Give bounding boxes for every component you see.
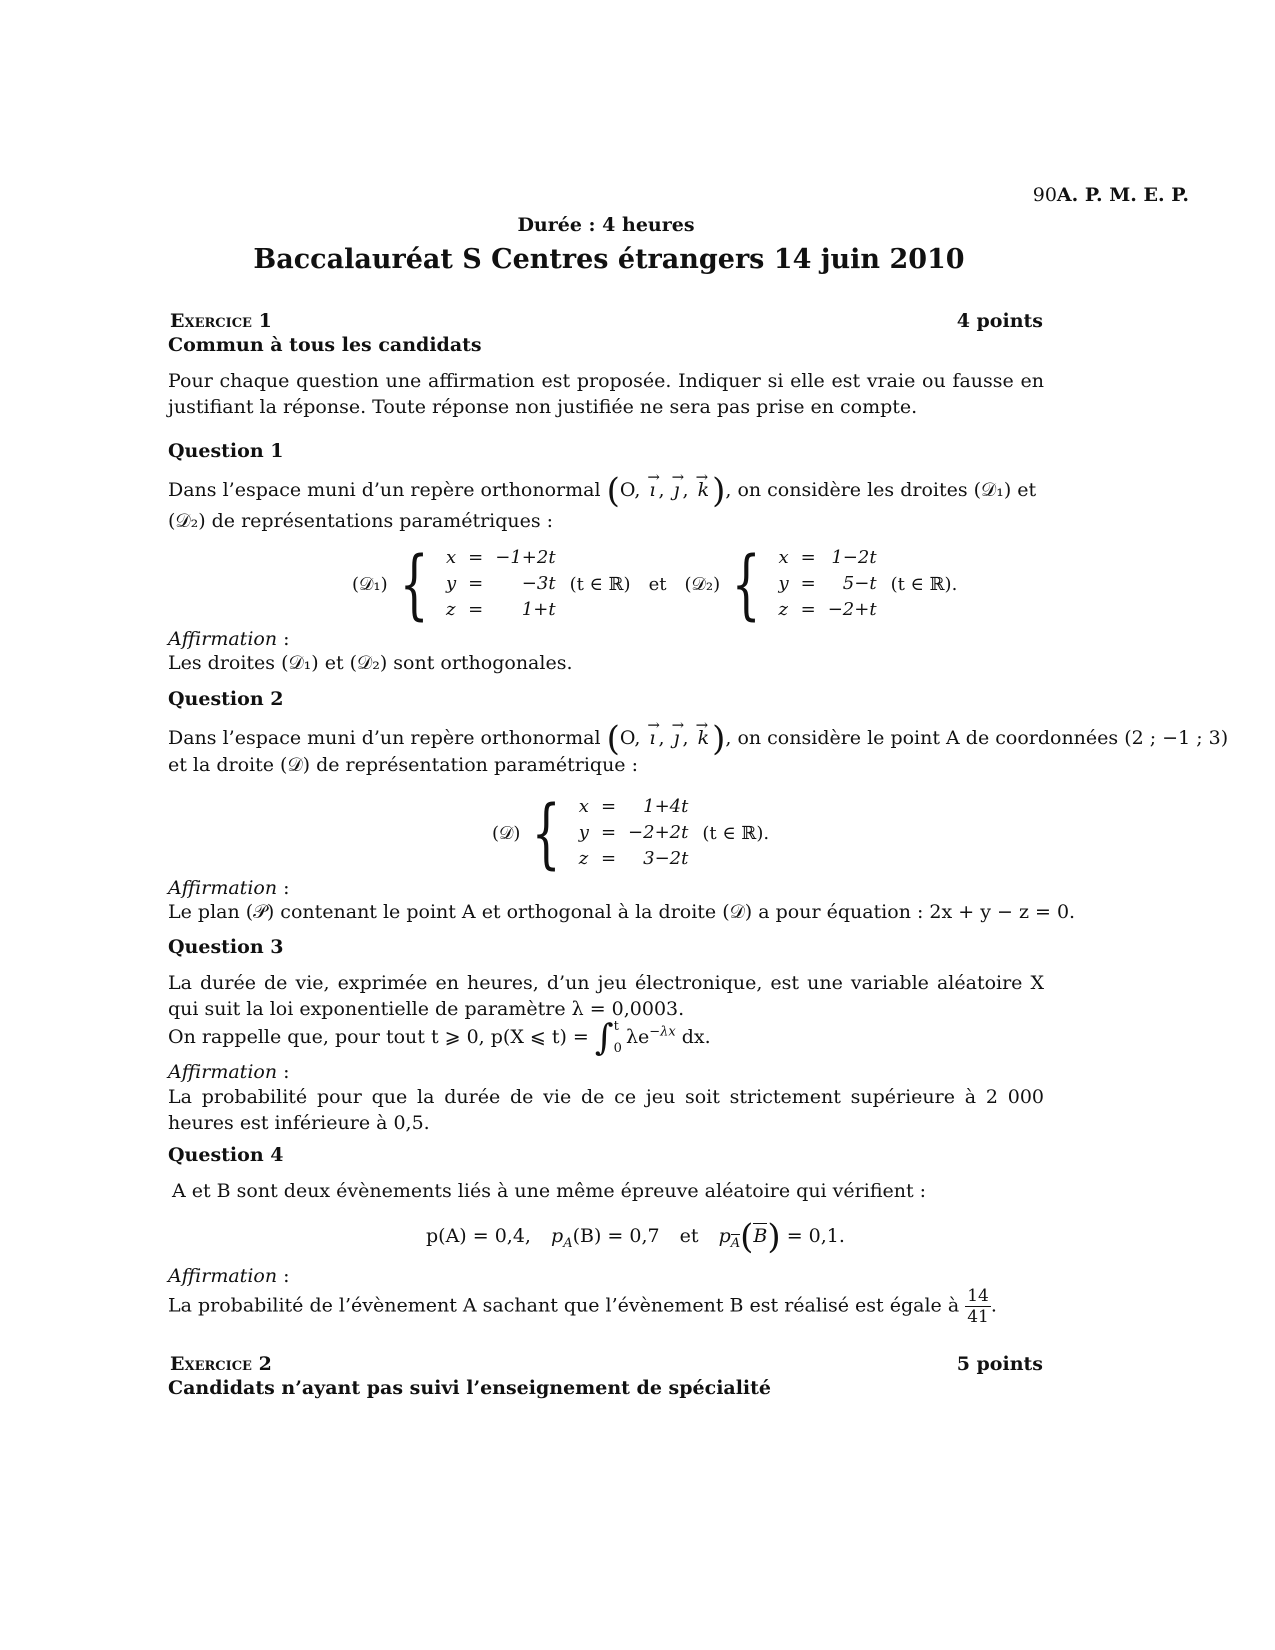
question4-formula: p(A) = 0,4, $p_A(B) = 0,7$ et $p_A(B) = 0,1$. — [426, 1217, 845, 1257]
system-d1: (𝒟₁) { x = −1+2t y = −3t z = 1+t (t ∈ ℝ) et (𝒟₂) { x = 1−2t y = 5−t z = −2+t (t ∈ ℝ). — [352, 539, 958, 628]
exam-title: Baccalauréat S Centres étrangers 14 juin 2010 — [253, 244, 965, 275]
exercise2-audience: Candidats n’ayant pas suivi l’enseignement de spécialité — [168, 1377, 772, 1399]
question2-text: Dans l’espace muni d’un repère orthonormal (O, → ı , → ȷ , → k), on considère le point A de coordonnées (2 ; −1 ; 3) — [168, 722, 1068, 756]
system-d2-label: (𝒟₂) — [684, 573, 721, 595]
system-d: (𝒟) { x = 1+4t y = −2+2t z = 3−2t (t ∈ ℝ). — [492, 788, 770, 877]
question4-text: A et B sont deux évènements liés à une même épreuve aléatoire qui vérifient : — [172, 1180, 927, 1202]
exercise1-points: 4 points — [956, 310, 1043, 332]
question3-recall: On rappelle que, pour tout t ⩾ 0, p(X ⩽ t) = ∫ t 0 $\lambda e^{-\lambda x}$ dx. — [168, 1017, 711, 1059]
question3-title: Question 3 — [168, 936, 284, 958]
page-number: 90 — [1032, 184, 1057, 206]
question1-affirmation: Les droites (𝒟₁) et (𝒟₂) sont orthogonales. — [168, 652, 573, 674]
question1-affirmation-label: Affirmation : — [168, 628, 290, 650]
question4-affirmation-label: Affirmation : — [168, 1265, 290, 1287]
question3-text: La durée de vie, exprimée en heures, d’un jeu électronique, est une variable aléatoire X qui suit la loi exponentielle de paramètre λ = 0,0003. — [168, 972, 1044, 1020]
exercise2-points: 5 points — [956, 1353, 1043, 1375]
exercise2-label: Exercice 2 — [170, 1353, 272, 1375]
exercise1-audience: Commun à tous les candidats — [168, 334, 482, 356]
question1-text: Dans l’espace muni d’un repère orthonormal (O, → ı , → ȷ , → k), on considère les droites (𝒟₁) et (𝒟₂) de représentations paramétriques : — [168, 474, 1048, 534]
question2-title: Question 2 — [168, 688, 284, 710]
org-name: A. P. M. E. P. — [1056, 184, 1189, 206]
question4-affirmation: La probabilité de l’évènement A sachant que l’évènement B est réalisé est égale à $\frac{14}{41}$ . — [168, 1286, 997, 1327]
integral-sign: ∫ — [594, 1017, 614, 1059]
question1-title: Question 1 — [168, 440, 284, 462]
frame-notation-2: (O, → ı , → ȷ , → k) — [607, 727, 726, 749]
question2-text-line2: et la droite (𝒟) de représentation paramétrique : — [168, 754, 638, 776]
page-header — [1033, 184, 1189, 206]
question2-affirmation-label: Affirmation : — [168, 877, 290, 899]
exercise1-intro: Pour chaque question une affirmation est proposée. Indiquer si elle est vraie ou fausse en justifiant la réponse. Toute réponse non justifiée ne sera pas prise en compte. — [168, 370, 1044, 418]
system-d2-equations: x = 1−2t y = 5−t z = −2+t — [778, 547, 877, 620]
system-d-equations: x = 1+4t y = −2+2t z = 3−2t — [578, 796, 689, 869]
question4-title: Question 4 — [168, 1144, 284, 1166]
frame-notation: (O, → ı , → ȷ , → k) — [607, 479, 726, 501]
question2-affirmation: Le plan (𝒫) contenant le point A et orthogonal à la droite (𝒟) a pour équation : 2x + y − z = 0. — [168, 901, 1076, 923]
system-d1-equations: x = −1+2t y = −3t z = 1+t — [445, 547, 556, 620]
question3-affirmation-label: Affirmation : — [168, 1061, 290, 1083]
exercise1-label: Exercice 1 — [170, 310, 272, 332]
integral-bounds: t 0 — [613, 1019, 622, 1056]
question3-affirmation: La probabilité pour que la durée de vie de ce jeu soit strictement supérieure à 2 000 heures est inférieure à 0,5. — [168, 1086, 1044, 1134]
exam-duration: Durée : 4 heures — [517, 214, 695, 236]
fraction: $\frac{14}{41}$ — [967, 1286, 989, 1327]
